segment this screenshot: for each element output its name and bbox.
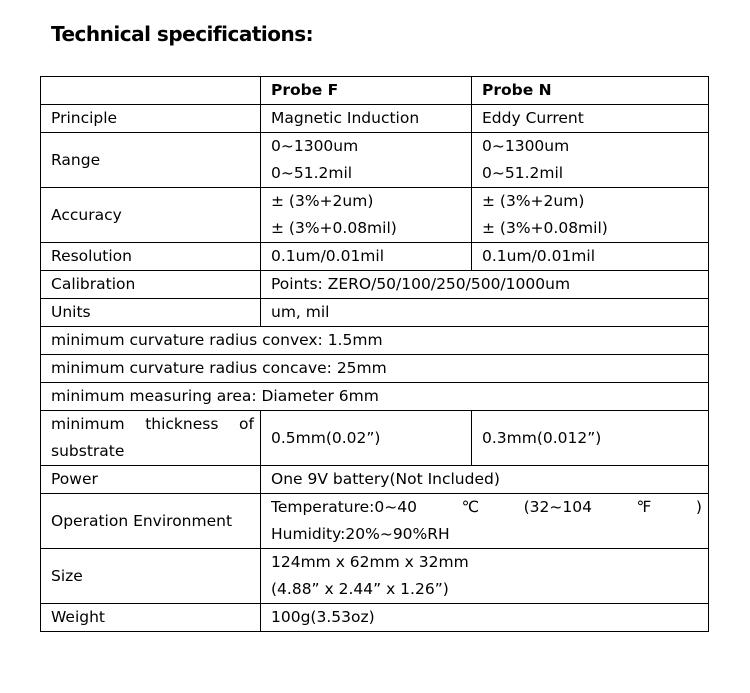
label-word: minimum	[51, 415, 125, 433]
table-row-weight	[41, 604, 709, 632]
table-row-concave	[41, 355, 709, 383]
table-row-environment	[41, 494, 709, 549]
temperature-line	[271, 494, 708, 521]
humidity-line: Humidity:20%~90%RH	[271, 525, 450, 543]
probe-f-value: Magnetic Induction	[261, 105, 472, 133]
probe-f-value: 0.5mm(0.02”)	[261, 411, 472, 466]
temp-part: (32~104	[523, 498, 592, 516]
probe-f-value: 0.1um/0.01mil	[261, 243, 472, 271]
value-line: ± (3%+0.08mil)	[271, 219, 397, 237]
table-row-range	[41, 133, 709, 188]
probe-n-value	[472, 133, 709, 188]
row-label: Power	[41, 466, 261, 494]
row-label: Calibration	[41, 271, 261, 299]
full-width-value: minimum measuring area: Diameter 6mm	[41, 383, 709, 411]
value-line: ± (3%+2um)	[271, 192, 374, 210]
value-line: ± (3%+2um)	[482, 192, 585, 210]
shared-value: um, mil	[261, 299, 709, 327]
row-label: Resolution	[41, 243, 261, 271]
shared-value: One 9V battery(Not Included)	[261, 466, 709, 494]
label-word: of	[239, 415, 254, 433]
shared-value	[261, 549, 709, 604]
row-label: Weight	[41, 604, 261, 632]
spec-table	[40, 76, 709, 632]
shared-value: 100g(3.53oz)	[261, 604, 709, 632]
value-line: 0~1300um	[482, 137, 570, 155]
label-line	[51, 411, 260, 438]
label-word: thickness	[145, 415, 219, 433]
row-label: Size	[41, 549, 261, 604]
full-width-value: minimum curvature radius convex: 1.5mm	[41, 327, 709, 355]
table-row-resolution	[41, 243, 709, 271]
table-row-area	[41, 383, 709, 411]
table-row-size	[41, 549, 709, 604]
temp-part: )	[695, 498, 702, 516]
table-row-power	[41, 466, 709, 494]
table-row-principle	[41, 105, 709, 133]
row-label: Accuracy	[41, 188, 261, 243]
value-line: 0~51.2mil	[482, 164, 564, 182]
header-cell-probe-n: Probe N	[472, 77, 709, 105]
full-width-value: minimum curvature radius concave: 25mm	[41, 355, 709, 383]
probe-n-value	[472, 188, 709, 243]
header-cell-empty	[41, 77, 261, 105]
row-label: Units	[41, 299, 261, 327]
temp-part: ℃	[461, 498, 479, 516]
probe-n-value: 0.1um/0.01mil	[472, 243, 709, 271]
row-label	[41, 411, 261, 466]
row-label: Range	[41, 133, 261, 188]
table-row-convex	[41, 327, 709, 355]
table-row-calibration	[41, 271, 709, 299]
probe-n-value: 0.3mm(0.012”)	[472, 411, 709, 466]
row-label: Operation Environment	[41, 494, 261, 549]
table-row-thickness	[41, 411, 709, 466]
value-line: (4.88” x 2.44” x 1.26”)	[271, 580, 449, 598]
temp-part: ℉	[636, 498, 652, 516]
header-cell-probe-f: Probe F	[261, 77, 472, 105]
temp-part: Temperature:0~40	[271, 498, 417, 516]
shared-value: Points: ZERO/50/100/250/500/1000um	[261, 271, 709, 299]
probe-n-value: Eddy Current	[472, 105, 709, 133]
table-row-units	[41, 299, 709, 327]
value-line: ± (3%+0.08mil)	[482, 219, 608, 237]
value-line: 0~51.2mil	[271, 164, 353, 182]
label-line: substrate	[51, 442, 125, 460]
table-header-row	[41, 77, 709, 105]
page-title: Technical specifications:	[51, 22, 314, 46]
probe-f-value	[261, 188, 472, 243]
shared-value	[261, 494, 709, 549]
table-row-accuracy	[41, 188, 709, 243]
row-label: Principle	[41, 105, 261, 133]
value-line: 0~1300um	[271, 137, 359, 155]
probe-f-value	[261, 133, 472, 188]
value-line: 124mm x 62mm x 32mm	[271, 553, 469, 571]
